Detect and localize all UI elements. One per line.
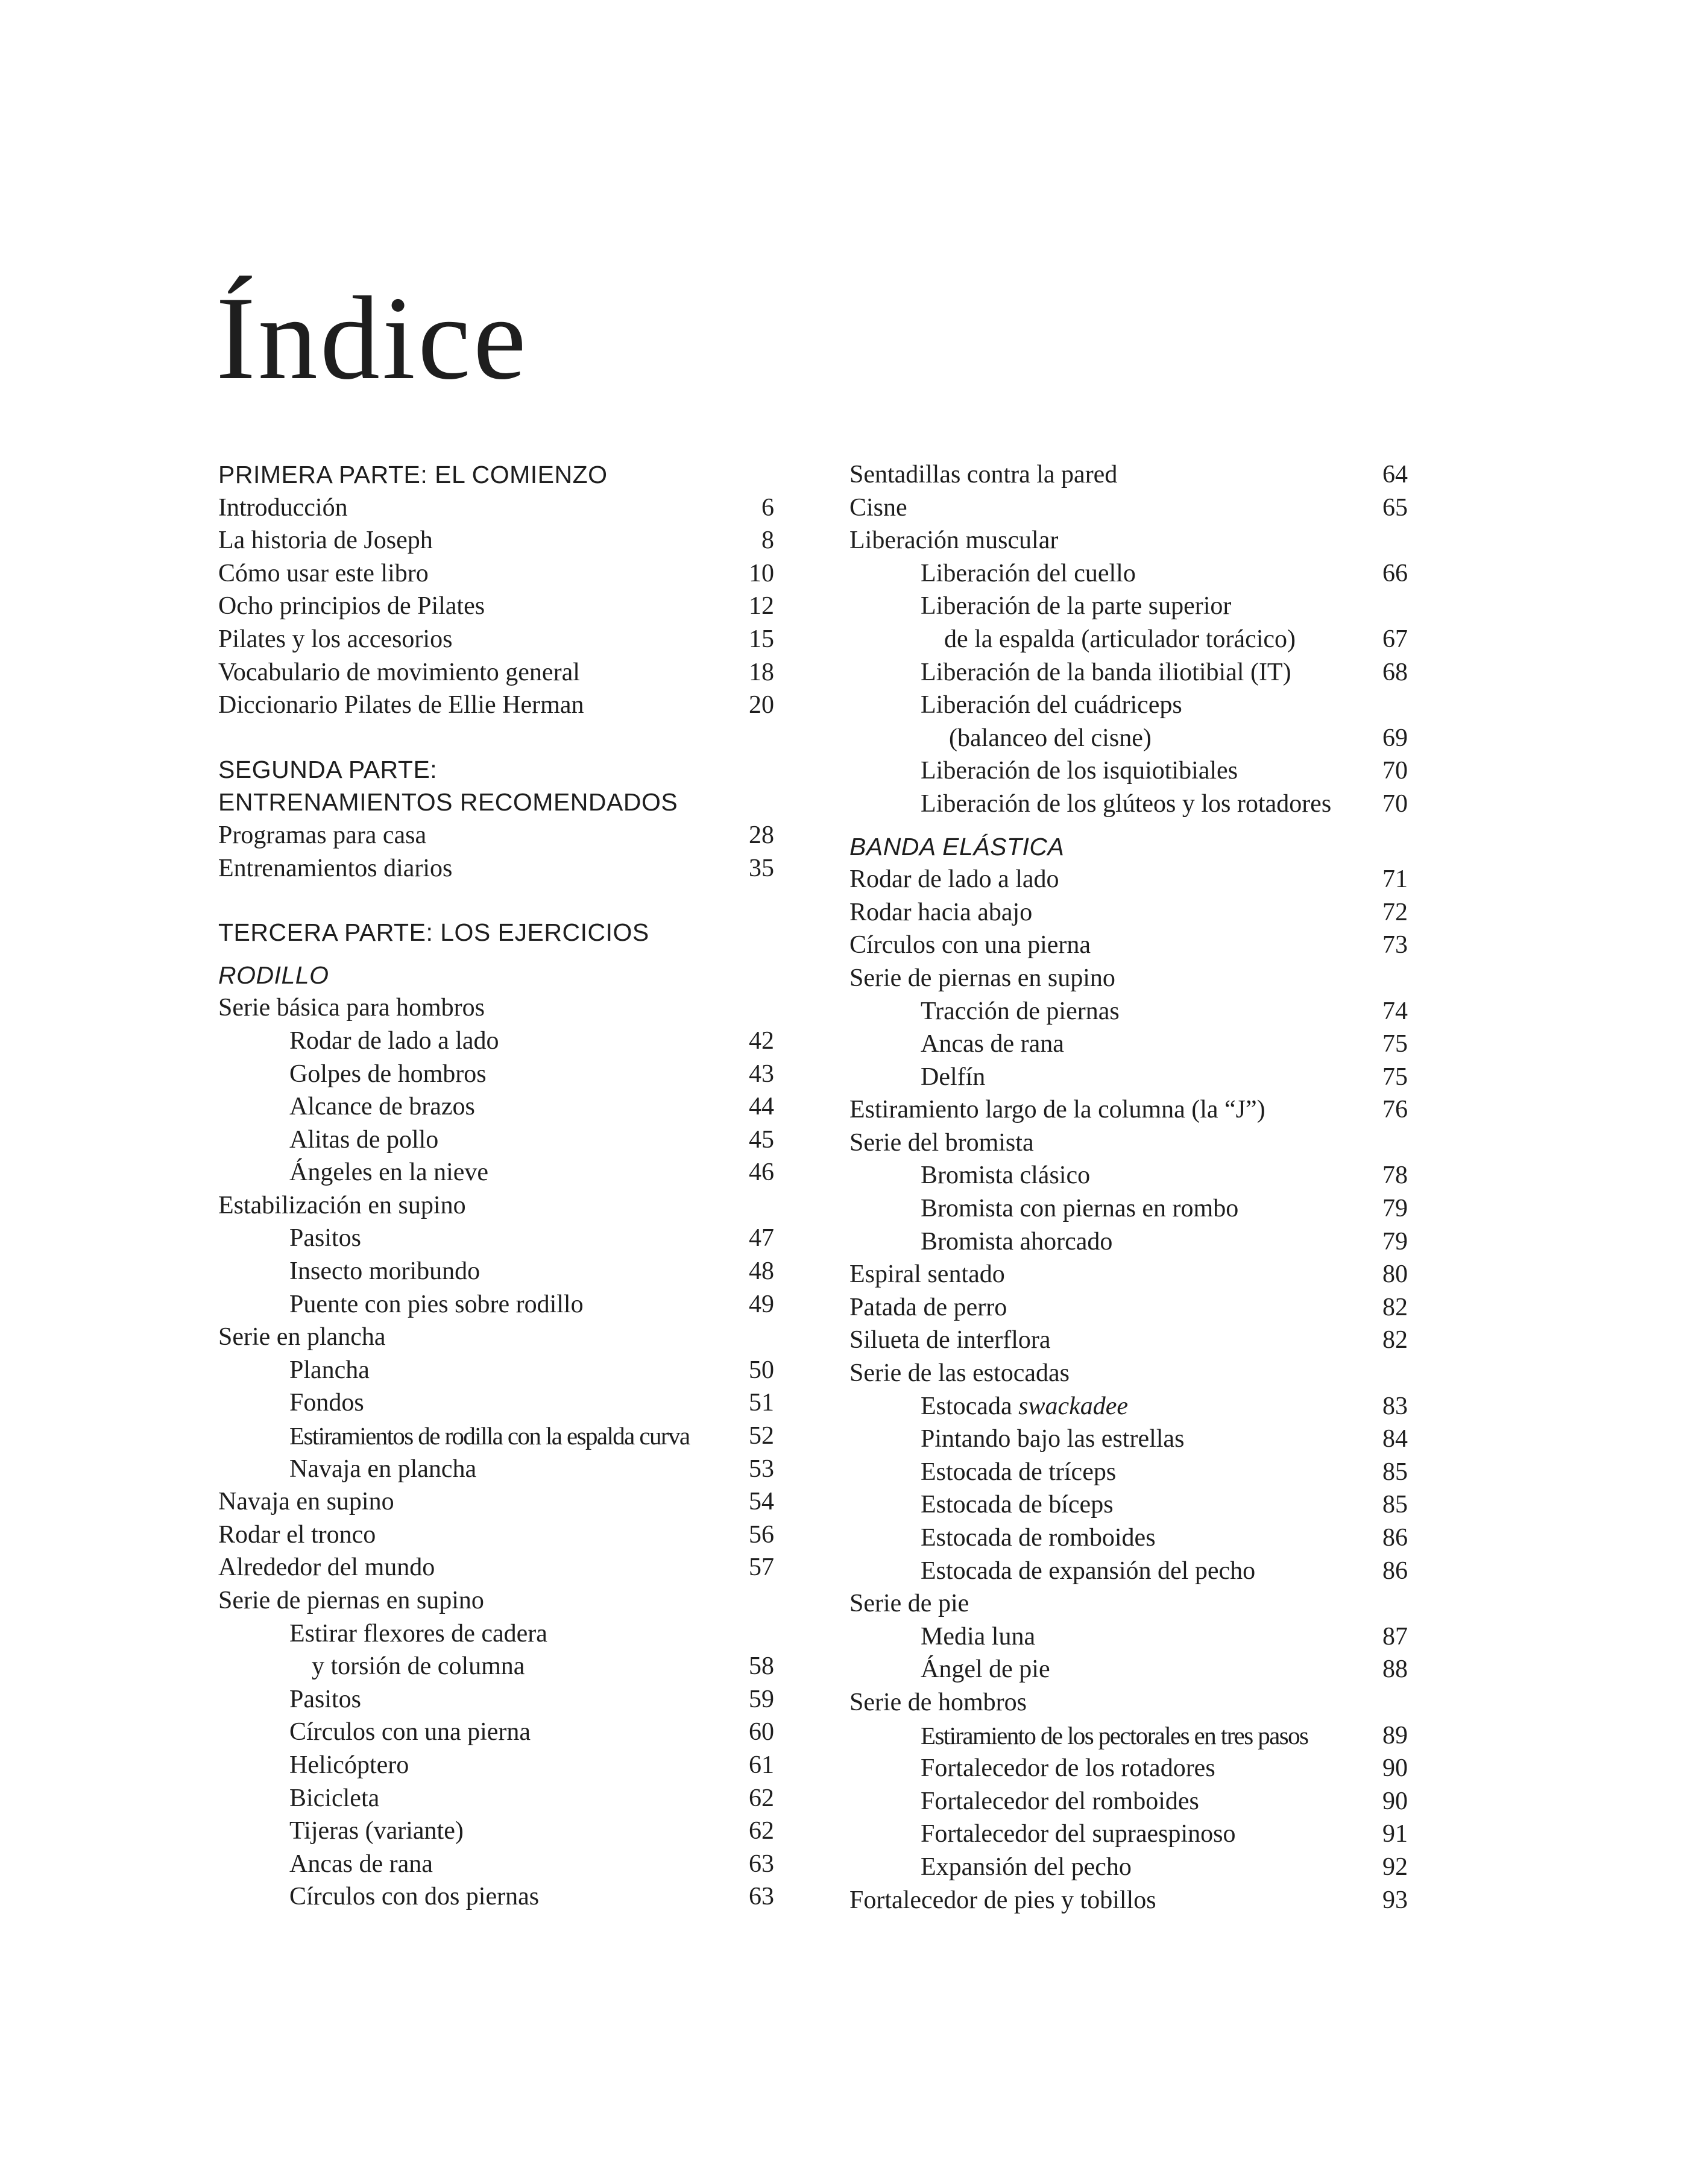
toc-group: Serie de hombros	[849, 1688, 1027, 1716]
toc-entry: Rodar de lado a lado 71	[849, 865, 1408, 894]
toc-entry: Rodar hacia abajo 72	[849, 898, 1408, 926]
toc-entry: Sentadillas contra la pared 64	[849, 461, 1408, 488]
toc-entry: Delfín 75	[921, 1063, 1408, 1091]
toc-entry-continued: y torsión de columna 58	[312, 1652, 774, 1681]
category-heading: RODILLO	[218, 961, 329, 989]
page-title: Índice	[216, 272, 529, 404]
toc-entry: Rodar de lado a lado 42	[289, 1026, 774, 1055]
toc-entry: Ancas de rana 75	[921, 1030, 1408, 1058]
toc-group: Serie en plancha	[218, 1323, 386, 1351]
toc-entry: Liberación de la parte superior	[921, 592, 1232, 621]
toc-entry: Círculos con una pierna 73	[849, 931, 1408, 959]
toc-entry: Pilates y los accesorios 15	[218, 625, 774, 653]
toc-group: Serie de piernas en supino	[218, 1587, 484, 1614]
toc-entry: Navaja en supino 54	[218, 1488, 774, 1516]
toc-entry: Liberación del cuello 66	[921, 559, 1408, 587]
toc-group: Serie de pie	[849, 1590, 969, 1618]
toc-entry: Liberación del cuádriceps	[921, 691, 1182, 719]
toc-entry: Tracción de piernas 74	[921, 997, 1408, 1025]
toc-entry: Pasitos 47	[289, 1224, 774, 1253]
toc-entry: Círculos con una pierna 60	[289, 1718, 774, 1746]
toc-entry: Diccionario Pilates de Ellie Herman 20	[218, 691, 774, 719]
section-heading: ENTRENAMIENTOS RECOMENDADOS	[218, 788, 678, 817]
toc-entry: Expansión del pecho 92	[921, 1853, 1408, 1881]
toc-entry: Tijeras (variante) 62	[289, 1817, 774, 1845]
toc-group: Serie básica para hombros	[218, 994, 485, 1022]
toc-left-column	[218, 458, 774, 1913]
toc-group: Serie del bromista	[849, 1128, 1034, 1157]
toc-entry: Estiramiento largo de la columna (la “J”) 76	[849, 1096, 1408, 1124]
toc-entry: Liberación de los isquiotibiales 70	[921, 757, 1408, 785]
toc-entry: Fortalecedor del supraespinoso 91	[921, 1820, 1408, 1848]
toc-entry: Liberación de los glúteos y los rotadores 70	[921, 789, 1408, 818]
toc-entry-continued: (balanceo del cisne) 69	[949, 724, 1408, 752]
toc-entry: Introducción 6	[218, 493, 774, 522]
toc-entry: Alrededor del mundo 57	[218, 1553, 774, 1582]
toc-entry: Bromista con piernas en rombo 79	[921, 1195, 1408, 1223]
toc-entry: Alcance de brazos 44	[289, 1093, 774, 1121]
toc-entry: Estocada de tríceps 85	[921, 1458, 1408, 1486]
toc-entry: Espiral sentado 80	[849, 1260, 1408, 1289]
toc-entry: Bromista ahorcado 79	[921, 1227, 1408, 1256]
toc-entry: Patada de perro 82	[849, 1293, 1408, 1321]
toc-entry: Rodar el tronco 56	[218, 1520, 774, 1549]
toc-entry: Estirar flexores de cadera	[289, 1619, 547, 1648]
toc-entry: Fortalecedor del romboides 90	[921, 1787, 1408, 1815]
toc-group: Estabilización en supino	[218, 1191, 466, 1219]
toc-entry: Estiramiento de los pectorales en tres pasos 89	[921, 1721, 1408, 1749]
toc-entry: Entrenamientos diarios 35	[218, 854, 774, 882]
toc-entry: Fortalecedor de los rotadores 90	[921, 1754, 1408, 1783]
toc-entry: La historia de Joseph 8	[218, 526, 774, 555]
toc-entry: Fondos 51	[289, 1389, 774, 1417]
toc-entry: Estocada de expansión del pecho 86	[921, 1556, 1408, 1585]
toc-entry: Programas para casa 28	[218, 821, 774, 849]
toc-entry: Estiramientos de rodilla con la espalda curva 52	[289, 1422, 774, 1450]
toc-entry: Liberación de la banda iliotibial (IT) 68	[921, 658, 1408, 686]
toc-entry-continued: de la espalda (articulador torácico) 67	[944, 625, 1408, 653]
toc-group: Serie de las estocadas	[849, 1359, 1070, 1388]
toc-entry: Golpes de hombros 43	[289, 1060, 774, 1088]
toc-entry: Cómo usar este libro 10	[218, 559, 774, 587]
toc-entry: Estocada swackadee 83	[921, 1392, 1408, 1420]
toc-entry: Helicóptero 61	[289, 1751, 774, 1779]
toc-entry: Media luna 87	[921, 1622, 1408, 1651]
toc-entry: Vocabulario de movimiento general 18	[218, 658, 774, 686]
toc-entry: Puente con pies sobre rodillo 49	[289, 1290, 774, 1318]
section-heading: TERCERA PARTE: LOS EJERCICIOS	[218, 918, 649, 947]
toc-entry: Estocada de bíceps 85	[921, 1491, 1408, 1519]
toc-entry: Alitas de pollo 45	[289, 1125, 774, 1154]
toc-entry: Estocada de romboides 86	[921, 1524, 1408, 1552]
toc-entry: Bicicleta 62	[289, 1784, 774, 1812]
toc-entry: Plancha 50	[289, 1356, 774, 1384]
toc-entry: Silueta de interflora 82	[849, 1326, 1408, 1354]
toc-entry: Ángeles en la nieve 46	[289, 1158, 774, 1187]
category-heading: BANDA ELÁSTICA	[849, 832, 1065, 861]
section-heading: SEGUNDA PARTE:	[218, 755, 438, 783]
italic-term: swackadee	[1018, 1392, 1129, 1420]
toc-right-column	[849, 458, 1408, 1917]
toc-entry: Fortalecedor de pies y tobillos 93	[849, 1886, 1408, 1914]
toc-entry: Ángel de pie 88	[921, 1655, 1408, 1684]
toc-entry: Pasitos 59	[289, 1685, 774, 1713]
toc-entry: Insecto moribundo 48	[289, 1257, 774, 1286]
toc-entry: Bromista clásico 78	[921, 1161, 1408, 1190]
toc-group: Serie de piernas en supino	[849, 964, 1115, 992]
toc-entry: Ocho principios de Pilates 12	[218, 592, 774, 621]
toc-group: Liberación muscular	[849, 526, 1059, 555]
toc-entry: Navaja en plancha 53	[289, 1455, 774, 1483]
toc-entry: Ancas de rana 63	[289, 1850, 774, 1878]
toc-entry: Cisne 65	[849, 493, 1408, 522]
toc-entry: Pintando bajo las estrellas 84	[921, 1425, 1408, 1453]
section-heading: PRIMERA PARTE: EL COMIENZO	[218, 461, 608, 488]
toc-entry: Círculos con dos piernas 63	[289, 1883, 774, 1911]
